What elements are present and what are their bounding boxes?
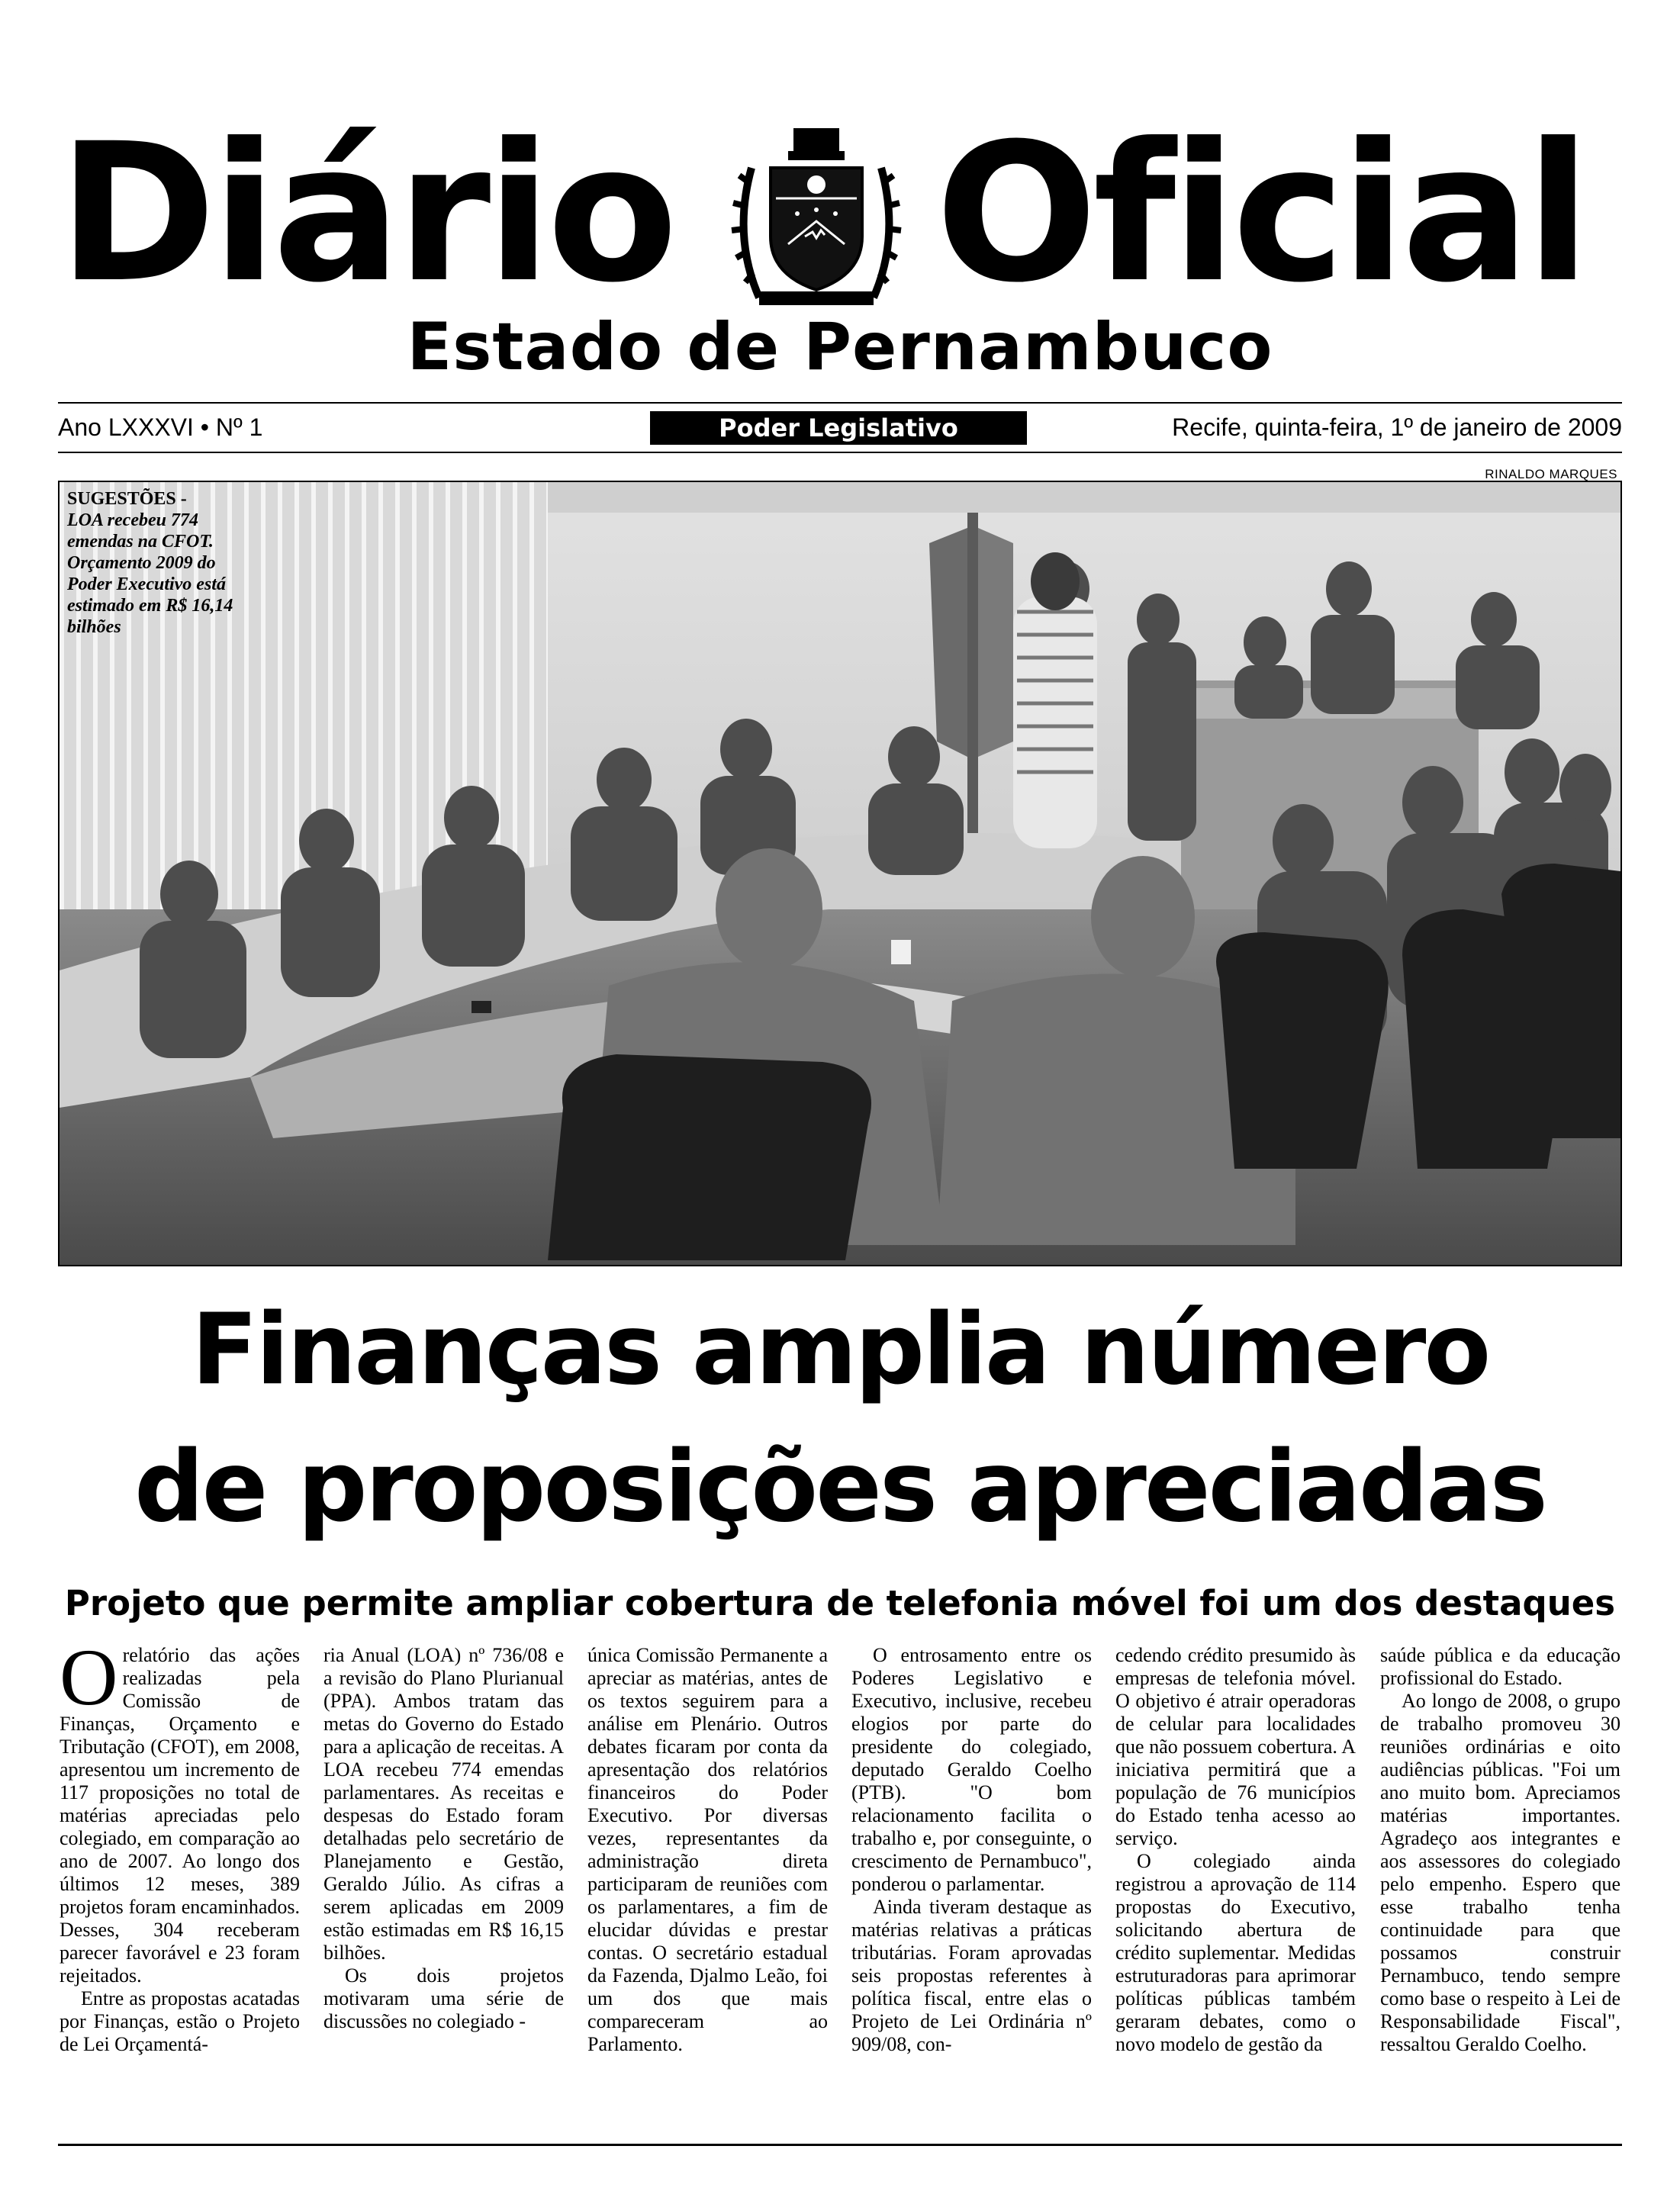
article-paragraph: Entre as propostas acatadas por Finanças, estão o Projeto de Lei Orçamentá- — [60, 1987, 300, 2055]
top-rule — [58, 402, 1622, 404]
info-bar — [58, 408, 1622, 446]
article-column-1 — [60, 1644, 300, 2132]
headline-line-1: Finanças amplia número — [191, 1293, 1489, 1407]
info-bar-rule — [58, 452, 1622, 453]
article-paragraph: Os dois projetos motivaram uma série de discussões no colegiado - — [323, 1964, 564, 2032]
headline — [0, 1282, 1680, 1556]
main-photo — [58, 481, 1622, 1266]
drop-cap: O — [60, 1644, 118, 1722]
article-column-4 — [851, 1644, 1092, 2132]
article-paragraph: Ainda tiveram destaque as matérias relativas a práticas tributárias. Foram aprovadas seis propostas referentes à política fiscal, entre elas o Projeto de Lei Ordinária nº 909/08, con- — [851, 1896, 1092, 2055]
photo-credit: RINALDO MARQUES — [1485, 467, 1617, 481]
dateline: Recife, quinta-feira, 1º de janeiro de 2009 — [1172, 413, 1622, 441]
section-tag: Poder Legislativo — [650, 411, 1027, 445]
issue-number: Ano LXXXVI • Nº 1 — [58, 413, 263, 441]
article-paragraph: O colegiado ainda registrou a aprovação de 114 propostas do Executivo, solicitando abertura de crédito suplementar. Medidas estruturadoras para aprimorar políticas públicas também geraram debates, como o novo modelo de gestão da — [1115, 1850, 1356, 2055]
pernambuco-coat-of-arms-icon — [729, 122, 904, 309]
deck: Projeto que permite ampliar cobertura de telefonia móvel foi um dos destaques — [64, 1583, 1616, 1623]
photo-caption-text: LOA recebeu 774 emendas na CFOT. Orçamento 2009 do Poder Executivo está estimado em R$ 16,14 bilhões — [67, 510, 233, 637]
article-paragraph: O entrosamento entre os Poderes Legislativo e Executivo, inclusive, recebeu elogios por parte do presidente do colegiado, deputado Geraldo Coelho (PTB). "O bom relacionamento facilita o trabalho e, por conseguinte, o crescimento de Pernambuco", ponderou o parlamentar. — [851, 1644, 1092, 1895]
article-column-2 — [323, 1644, 564, 2132]
article-column-3 — [587, 1644, 828, 2132]
bottom-rule — [58, 2144, 1622, 2146]
masthead-title-right: Oficial — [935, 102, 1587, 324]
article-paragraph: saúde pública e da educação profissional do Estado. — [1380, 1644, 1620, 1689]
article-column-5 — [1115, 1644, 1356, 2132]
article-paragraph — [60, 1644, 300, 1987]
masthead-subtitle: Estado de Pernambuco — [407, 309, 1273, 385]
article-paragraph: ria Anual (LOA) nº 736/08 e a revisão do Plano Plurianual (PPA). Ambos tratam das metas do Governo do Estado para a aplicação de receitas. A LOA recebeu 774 emendas parlamentares. As receitas e despesas do Estado foram detalhadas pelo secretário de Planejamento e Gestão, Geraldo Júlio. As cifras a serem aplicadas em 2009 estão estimadas em R$ 16,15 bilhões. — [323, 1644, 564, 1964]
article-column-6 — [1380, 1644, 1620, 2132]
article-body — [60, 1644, 1620, 2132]
article-paragraph: única Comissão Permanente a apreciar as matérias, antes de os textos seguirem para a análise em Plenário. Outros debates ficaram por conta da apresentação dos relatórios financeiros do Poder Executivo. Por diversas vezes, representantes da administração direta participaram de reuniões com os parlamentares, a fim de elucidar dúvidas e prestar contas. O secretário estadual da Fazenda, Djalmo Leão, foi um dos que mais compareceram ao Parlamento. — [587, 1644, 828, 2055]
masthead — [0, 102, 1680, 324]
article-paragraph: Ao longo de 2008, o grupo de trabalho promoveu 30 reuniões ordinárias e oito audiências públicas. "Foi um ano muito bom. Apreciamos matérias importantes. Agradeço aos integrantes e aos assessores do colegiado pelo empenho. Espero que esse trabalho tenha continuidade para que possamos construir Pernambuco, tendo sempre como base o respeito à Lei de Responsabilidade Fiscal", ressaltou Geraldo Coelho. — [1380, 1690, 1620, 2055]
photo-caption-title: SUGESTÕES - — [67, 489, 187, 509]
headline-line-2: de proposições apreciadas — [134, 1430, 1546, 1544]
article-paragraph: cedendo crédito presumido às empresas de telefonia móvel. O objetivo é atrair operadoras de celular para localidades que não possuem cobertura. A iniciativa permitirá que a população de 76 municípios do Estado tenha acesso ao serviço. — [1115, 1644, 1356, 1849]
masthead-title-left: Diário — [58, 102, 674, 324]
photo-caption — [67, 488, 235, 638]
paragraph-text: relatório das ações realizadas pela Comissão de Finanças, Orçamento e Tributação (CFOT), em 2008, apresentou um incremento de 117 proposições no total de matérias apreciadas pelo colegiado, em comparação ao ano de 2007. Ao longo dos últimos 12 meses, 389 projetos foram encaminhados. Desses, 304 receberam parecer favorável e 23 foram rejeitados. — [60, 1644, 300, 1987]
